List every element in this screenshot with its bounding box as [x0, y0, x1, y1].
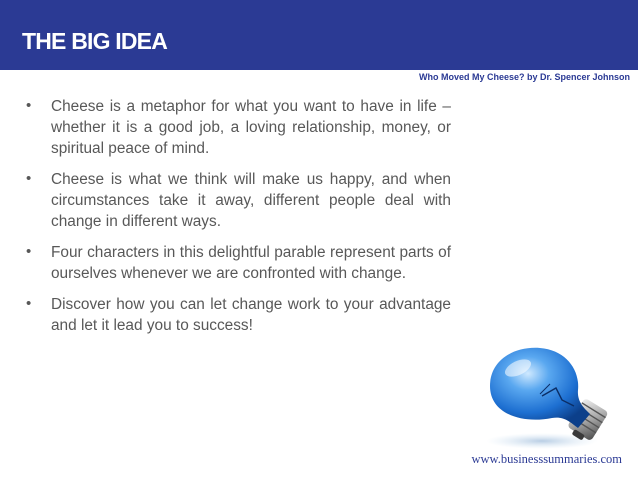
- bullet-item: [26, 169, 451, 232]
- website-url: www.businesssummaries.com: [471, 452, 622, 466]
- bullet-text: Cheese is what we think will make us happy, and when circumstances take it away, different people deal with change in different ways.: [51, 171, 451, 230]
- bullet-marker: •: [26, 170, 32, 187]
- bullet-marker: •: [26, 97, 32, 114]
- bullet-item: [26, 242, 451, 284]
- page-title: THE BIG IDEA: [22, 28, 168, 54]
- bullet-text: Discover how you can let change work to your advantage and let it lead you to success!: [51, 296, 451, 334]
- bullet-text: Four characters in this delightful parable represent parts of ourselves whenever we are confronted with change.: [51, 244, 451, 282]
- bullet-item: [26, 96, 451, 159]
- bullet-marker: •: [26, 295, 32, 312]
- bullet-marker: •: [26, 243, 32, 260]
- light-bulb-icon: [482, 344, 622, 450]
- bullet-list: [26, 96, 451, 346]
- bullet-text: Cheese is a metaphor for what you want to have in life – whether it is a good job, a loving relationship, money, or spiritual peace of mind.: [51, 98, 451, 157]
- bullet-item: [26, 294, 451, 336]
- title-banner: [0, 0, 638, 70]
- book-subtitle: Who Moved My Cheese? by Dr. Spencer Johnson: [418, 72, 630, 82]
